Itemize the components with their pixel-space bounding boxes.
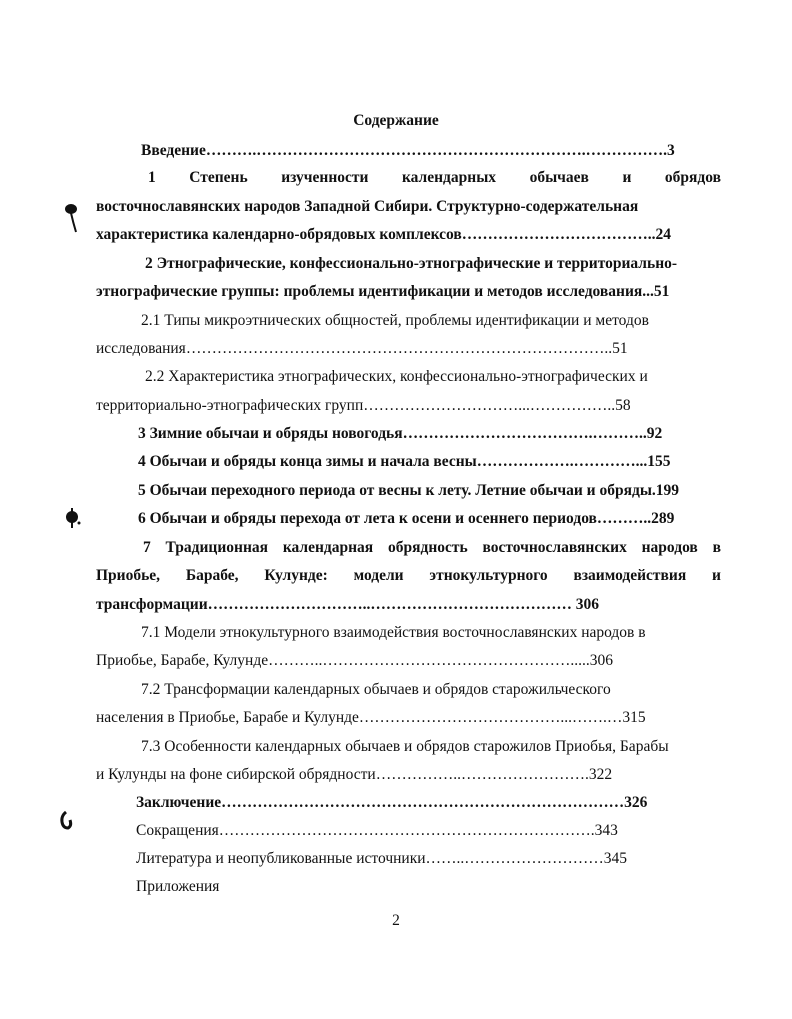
word: и (622, 169, 632, 186)
toc-entry-chapter-3: 3 Зимние обычаи и обряды новогодья……………………………….………..92 (138, 425, 663, 442)
word: календарная (282, 539, 374, 556)
margin-mark-1-icon (62, 202, 82, 236)
word: Степень (189, 169, 248, 186)
word: взаимодействия (573, 567, 687, 584)
word: обычаев (529, 169, 589, 186)
toc-entry-section-7-3-line-2: и Кулунды на фоне сибирской обрядности……………..…………………….322 (96, 766, 613, 783)
toc-entry-section-7-3-line-1: 7.3 Особенности календарных обычаев и обрядов старожилов Приобья, Барабы (141, 738, 669, 755)
word: Приобье, (96, 567, 161, 584)
word: обрядность (387, 539, 468, 556)
toc-entry-chapter-1-line-2: восточнославянских народов Западной Сибири. Структурно-содержательная (96, 198, 639, 215)
page-number: 2 (392, 912, 400, 929)
toc-entry-section-2-2-line-1: 2.2 Характеристика этнографических, конфессионально-этнографических и (145, 368, 648, 385)
word: Барабе, (185, 567, 239, 584)
toc-entry-chapter-2-line-2: этнографические группы: проблемы идентификации и методов исследования...51 (96, 283, 670, 300)
toc-entry-conclusion: Заключение……………………………………………………………………326 (136, 794, 648, 811)
toc-entry-chapter-5: 5 Обычаи переходного периода от весны к лету. Летние обычаи и обряды.199 (138, 482, 680, 499)
word: 7 (143, 539, 151, 556)
toc-entry-section-7-1-line-2: Приобье, Барабе, Кулунде………..………………………………………….....306 (96, 652, 613, 669)
toc-entry-section-7-2-line-2: населения в Приобье, Барабе и Кулунде…………………………………...…….…315 (96, 709, 646, 726)
toc-entry-abbreviations: Сокращения……………………………………………………………….343 (136, 822, 618, 839)
word: обрядов (664, 169, 721, 186)
word: модели (353, 567, 404, 584)
page-title: Содержание (353, 112, 439, 129)
word: в (712, 539, 721, 556)
word: 1 (148, 169, 156, 186)
toc-entry-section-2-1-line-1: 2.1 Типы микроэтнических общностей, проблемы идентификации и методов (141, 312, 649, 329)
toc-entry-chapter-1-line-1 (148, 168, 721, 188)
toc-entry-section-7-2-line-1: 7.2 Трансформации календарных обычаев и обрядов старожильческого (141, 681, 611, 698)
toc-entry-chapter-4: 4 Обычаи и обряды конца зимы и начала весны……………….…………...155 (138, 453, 671, 470)
toc-entry-section-7-1-line-1: 7.1 Модели этнокультурного взаимодействия восточнославянских народов в (141, 624, 646, 641)
word: восточнославянских (482, 539, 627, 556)
margin-mark-3-icon (58, 810, 74, 832)
toc-entry-chapter-1-line-3: характеристика календарно-обрядовых комплексов………………………………..24 (96, 226, 671, 243)
toc-entry-chapter-7-line-3: трансформации…………………………..………………………………… 306 (96, 596, 600, 613)
word: Традиционная (165, 539, 269, 556)
toc-entry-literature: Литература и неопубликованные источники……..………………………345 (136, 850, 628, 867)
toc-entry-chapter-2-line-1: 2 Этнографические, конфессионально-этнографические и территориально- (145, 255, 678, 272)
word: календарных (401, 169, 497, 186)
word: этнокультурного (429, 567, 548, 584)
toc-entry-section-2-2-line-2: территориально-этнографических групп…………………………...……………..58 (96, 397, 631, 414)
toc-entry-section-2-1-line-2: исследования………………………………………………………………………..51 (96, 340, 628, 357)
toc-entry-chapter-7-line-2 (96, 566, 721, 586)
word: изученности (281, 169, 369, 186)
toc-entry-chapter-7-line-1 (143, 538, 721, 558)
toc-entry-appendices: Приложения (136, 878, 220, 895)
toc-entry-chapter-6: 6 Обычаи и обряды перехода от лета к осени и осеннего периодов………..289 (138, 510, 675, 527)
word: народов (641, 539, 698, 556)
word: Кулунде: (264, 567, 328, 584)
toc-entry-introduction: Введение……….……………………………………………………….…………….3 (141, 142, 675, 159)
margin-mark-2-icon (64, 506, 82, 530)
word: и (712, 567, 721, 584)
